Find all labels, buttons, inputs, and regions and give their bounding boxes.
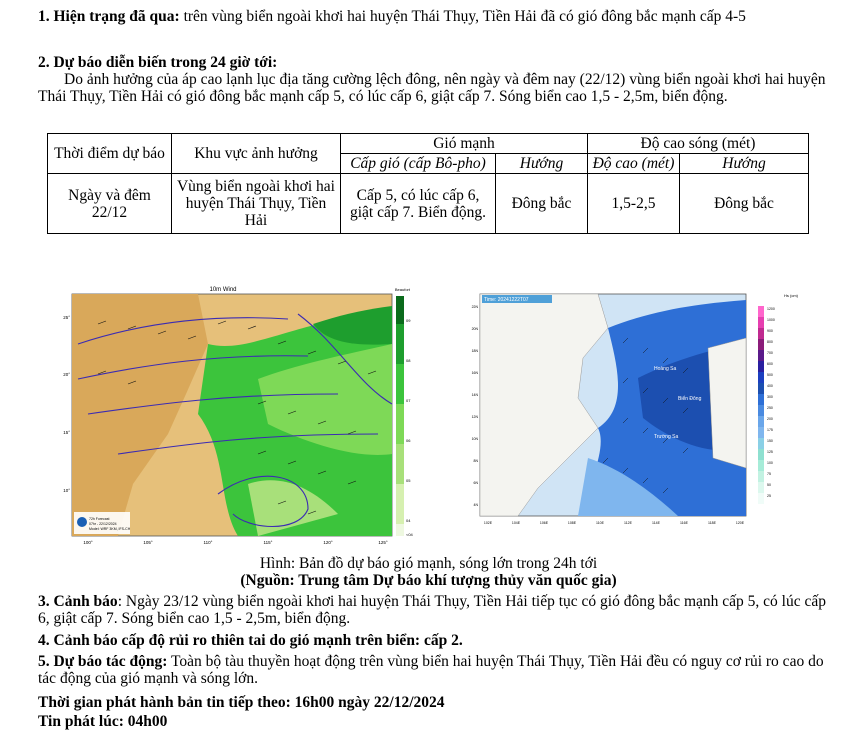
section-risk-level: 4. Cảnh báo cấp độ rủi ro thiên tai do gió mạnh trên biển: cấp 2.: [38, 632, 463, 649]
wind-foot-3: Model: WRF 3KM, IFS-CH: [89, 527, 131, 531]
svg-text:106E: 106E: [539, 521, 549, 525]
wind-foot-2: 07hr - 22/12/2024: [89, 522, 117, 526]
section-1-label: 1. Hiện trạng đã qua:: [38, 8, 180, 25]
section-forecast: [38, 54, 833, 105]
svg-text:20N: 20N: [471, 327, 478, 331]
svg-text:116E: 116E: [680, 521, 688, 525]
wind-map: [58, 284, 418, 552]
svg-text:150: 150: [767, 439, 773, 443]
svg-text:10N: 10N: [471, 437, 478, 441]
svg-text:04: 04: [406, 518, 411, 523]
th-wind: Gió mạnh: [341, 134, 588, 154]
svg-text:120E: 120E: [735, 521, 745, 525]
svg-text:500: 500: [767, 373, 773, 377]
svg-text:16N: 16N: [471, 371, 478, 375]
svg-text:05: 05: [406, 478, 411, 483]
svg-text:175: 175: [767, 428, 773, 432]
svg-text:18N: 18N: [471, 349, 478, 353]
cell-wave-height: 1,5-2,5: [588, 174, 680, 234]
place-bien-dong: Biển Đông: [678, 396, 702, 402]
svg-text:09: 09: [406, 318, 411, 323]
next-release-time: Thời gian phát hành bản tin tiếp theo: 16h00 ngày 22/12/2024: [38, 694, 445, 711]
wave-scale-bar: [758, 306, 764, 504]
cell-wind-level: Cấp 5, có lúc cấp 6, giật cấp 7. Biển động.: [341, 174, 496, 234]
th-wave-direction: Hướng: [680, 154, 809, 174]
th-wave-height: Độ cao (mét): [588, 154, 680, 174]
th-wave: Độ cao sóng (mét): [588, 134, 809, 154]
svg-text:125: 125: [767, 450, 773, 454]
wind-lon-120: 120°: [323, 540, 333, 545]
svg-text:250: 250: [767, 406, 773, 410]
wind-lon-100: 100°: [83, 540, 93, 545]
th-wind-direction: Hướng: [496, 154, 588, 174]
th-wind-level: Cấp gió (cấp Bô-pho): [341, 154, 496, 174]
wind-lon-125: 125°: [378, 540, 388, 545]
svg-text:112E: 112E: [624, 521, 632, 525]
wave-map: [458, 288, 798, 536]
svg-text:1200: 1200: [767, 307, 775, 311]
wind-lat-20: 20°: [63, 372, 70, 377]
svg-text:06: 06: [406, 438, 411, 443]
svg-text:110E: 110E: [596, 521, 604, 525]
wind-map-title: 10m Wind: [209, 287, 237, 293]
wind-lat-10: 10°: [63, 488, 70, 493]
svg-text:08: 08: [406, 358, 411, 363]
forecast-maps: [58, 284, 798, 556]
cell-wind-direction: Đông bắc: [496, 174, 588, 234]
svg-text:104E: 104E: [511, 521, 521, 525]
wave-map-title: Time: 20241222T07: [484, 297, 529, 303]
wind-map-corner: Beaufort: [394, 287, 410, 292]
forecast-table: [47, 133, 809, 234]
svg-text:1000: 1000: [767, 318, 775, 322]
wind-lon-115: 115°: [263, 540, 273, 545]
wind-lat-25: 25°: [63, 315, 70, 320]
svg-text:22N: 22N: [471, 305, 478, 309]
section-impact: [38, 653, 833, 687]
cell-area: Vùng biển ngoài khơi hai huyện Thái Thụy, Tiền Hải: [172, 174, 341, 234]
section-2-text: Do ảnh hưởng của áp cao lạnh lục địa tăng cường lệch đông, nên ngày và đêm nay (22/12) vùng biển ngoài khơi hai huyện Thái Thụy, Tiền Hải có gió đông bắc mạnh cấp 5, có lúc cấp 6, giật cấp 7. Sóng biển cao 1,5 - 2,5m, biển động.: [38, 71, 826, 105]
svg-text:200: 200: [767, 417, 773, 421]
section-current-status: [38, 8, 833, 25]
svg-text:75: 75: [767, 472, 771, 476]
svg-text:12N: 12N: [471, 415, 478, 419]
svg-text:4N: 4N: [473, 503, 478, 507]
svg-text:<04: <04: [406, 532, 413, 537]
svg-text:700: 700: [767, 351, 773, 355]
place-hoang-sa: Hoàng Sa: [654, 366, 677, 372]
svg-text:8N: 8N: [473, 459, 478, 463]
wind-lon-110: 110°: [203, 540, 213, 545]
svg-text:25: 25: [767, 494, 771, 498]
svg-text:300: 300: [767, 395, 773, 399]
place-truong-sa: Trường Sa: [654, 434, 679, 440]
wave-map-corner: Hs (cm): [784, 293, 798, 298]
svg-text:600: 600: [767, 362, 773, 366]
section-5-text: Toàn bộ tàu thuyền hoạt động trên vùng biển hai huyện Thái Thụy, Tiền Hải đều có nguy cơ rủi ro cao do tác động của gió mạnh và sóng lớn.: [38, 653, 824, 687]
svg-text:118E: 118E: [708, 521, 716, 525]
figure-caption: Hình: Bản đồ dự báo gió mạnh, sóng lớn trong 24h tới: [259, 555, 598, 572]
svg-text:108E: 108E: [567, 521, 577, 525]
th-area: Khu vực ảnh hưởng: [172, 134, 341, 174]
svg-text:800: 800: [767, 340, 773, 344]
svg-text:50: 50: [767, 483, 771, 487]
section-3-text: : Ngày 23/12 vùng biển ngoài khơi hai huyện Thái Thụy, Tiền Hải tiếp tục có gió đông bắc mạnh cấp 5, có lúc cấp 6, giật cấp 7. Sóng biển cao 1,5 - 2,5m, biển động.: [38, 593, 826, 627]
svg-text:400: 400: [767, 384, 773, 388]
wind-lon-105: 105°: [143, 540, 153, 545]
figure-source: (Nguồn: Trung tâm Dự báo khí tượng thủy văn quốc gia): [240, 572, 617, 589]
section-warning: [38, 593, 833, 627]
wind-foot-1: 72h Forecast: [89, 517, 110, 521]
svg-text:100: 100: [767, 461, 773, 465]
issued-time: Tin phát lúc: 04h00: [38, 713, 168, 730]
svg-text:900: 900: [767, 329, 773, 333]
svg-text:114E: 114E: [652, 521, 660, 525]
wind-scale-bar: [396, 296, 404, 536]
cell-wave-direction: Đông bắc: [680, 174, 809, 234]
wind-lat-15: 15°: [63, 430, 70, 435]
section-2-label: 2. Dự báo diễn biến trong 24 giờ tới:: [38, 54, 278, 71]
svg-text:102E: 102E: [483, 521, 493, 525]
svg-text:6N: 6N: [473, 481, 478, 485]
cell-time: Ngày và đêm 22/12: [48, 174, 172, 234]
svg-text:07: 07: [406, 398, 411, 403]
th-time: Thời điểm dự báo: [48, 134, 172, 174]
section-1-text: trên vùng biển ngoài khơi hai huyện Thái Thụy, Tiền Hải đã có gió đông bắc mạnh cấp 4-5: [179, 8, 746, 25]
section-3-label: 3. Cảnh báo: [38, 593, 118, 610]
agency-logo-icon: [77, 517, 87, 527]
section-5-label: 5. Dự báo tác động:: [38, 653, 168, 670]
svg-text:14N: 14N: [471, 393, 478, 397]
